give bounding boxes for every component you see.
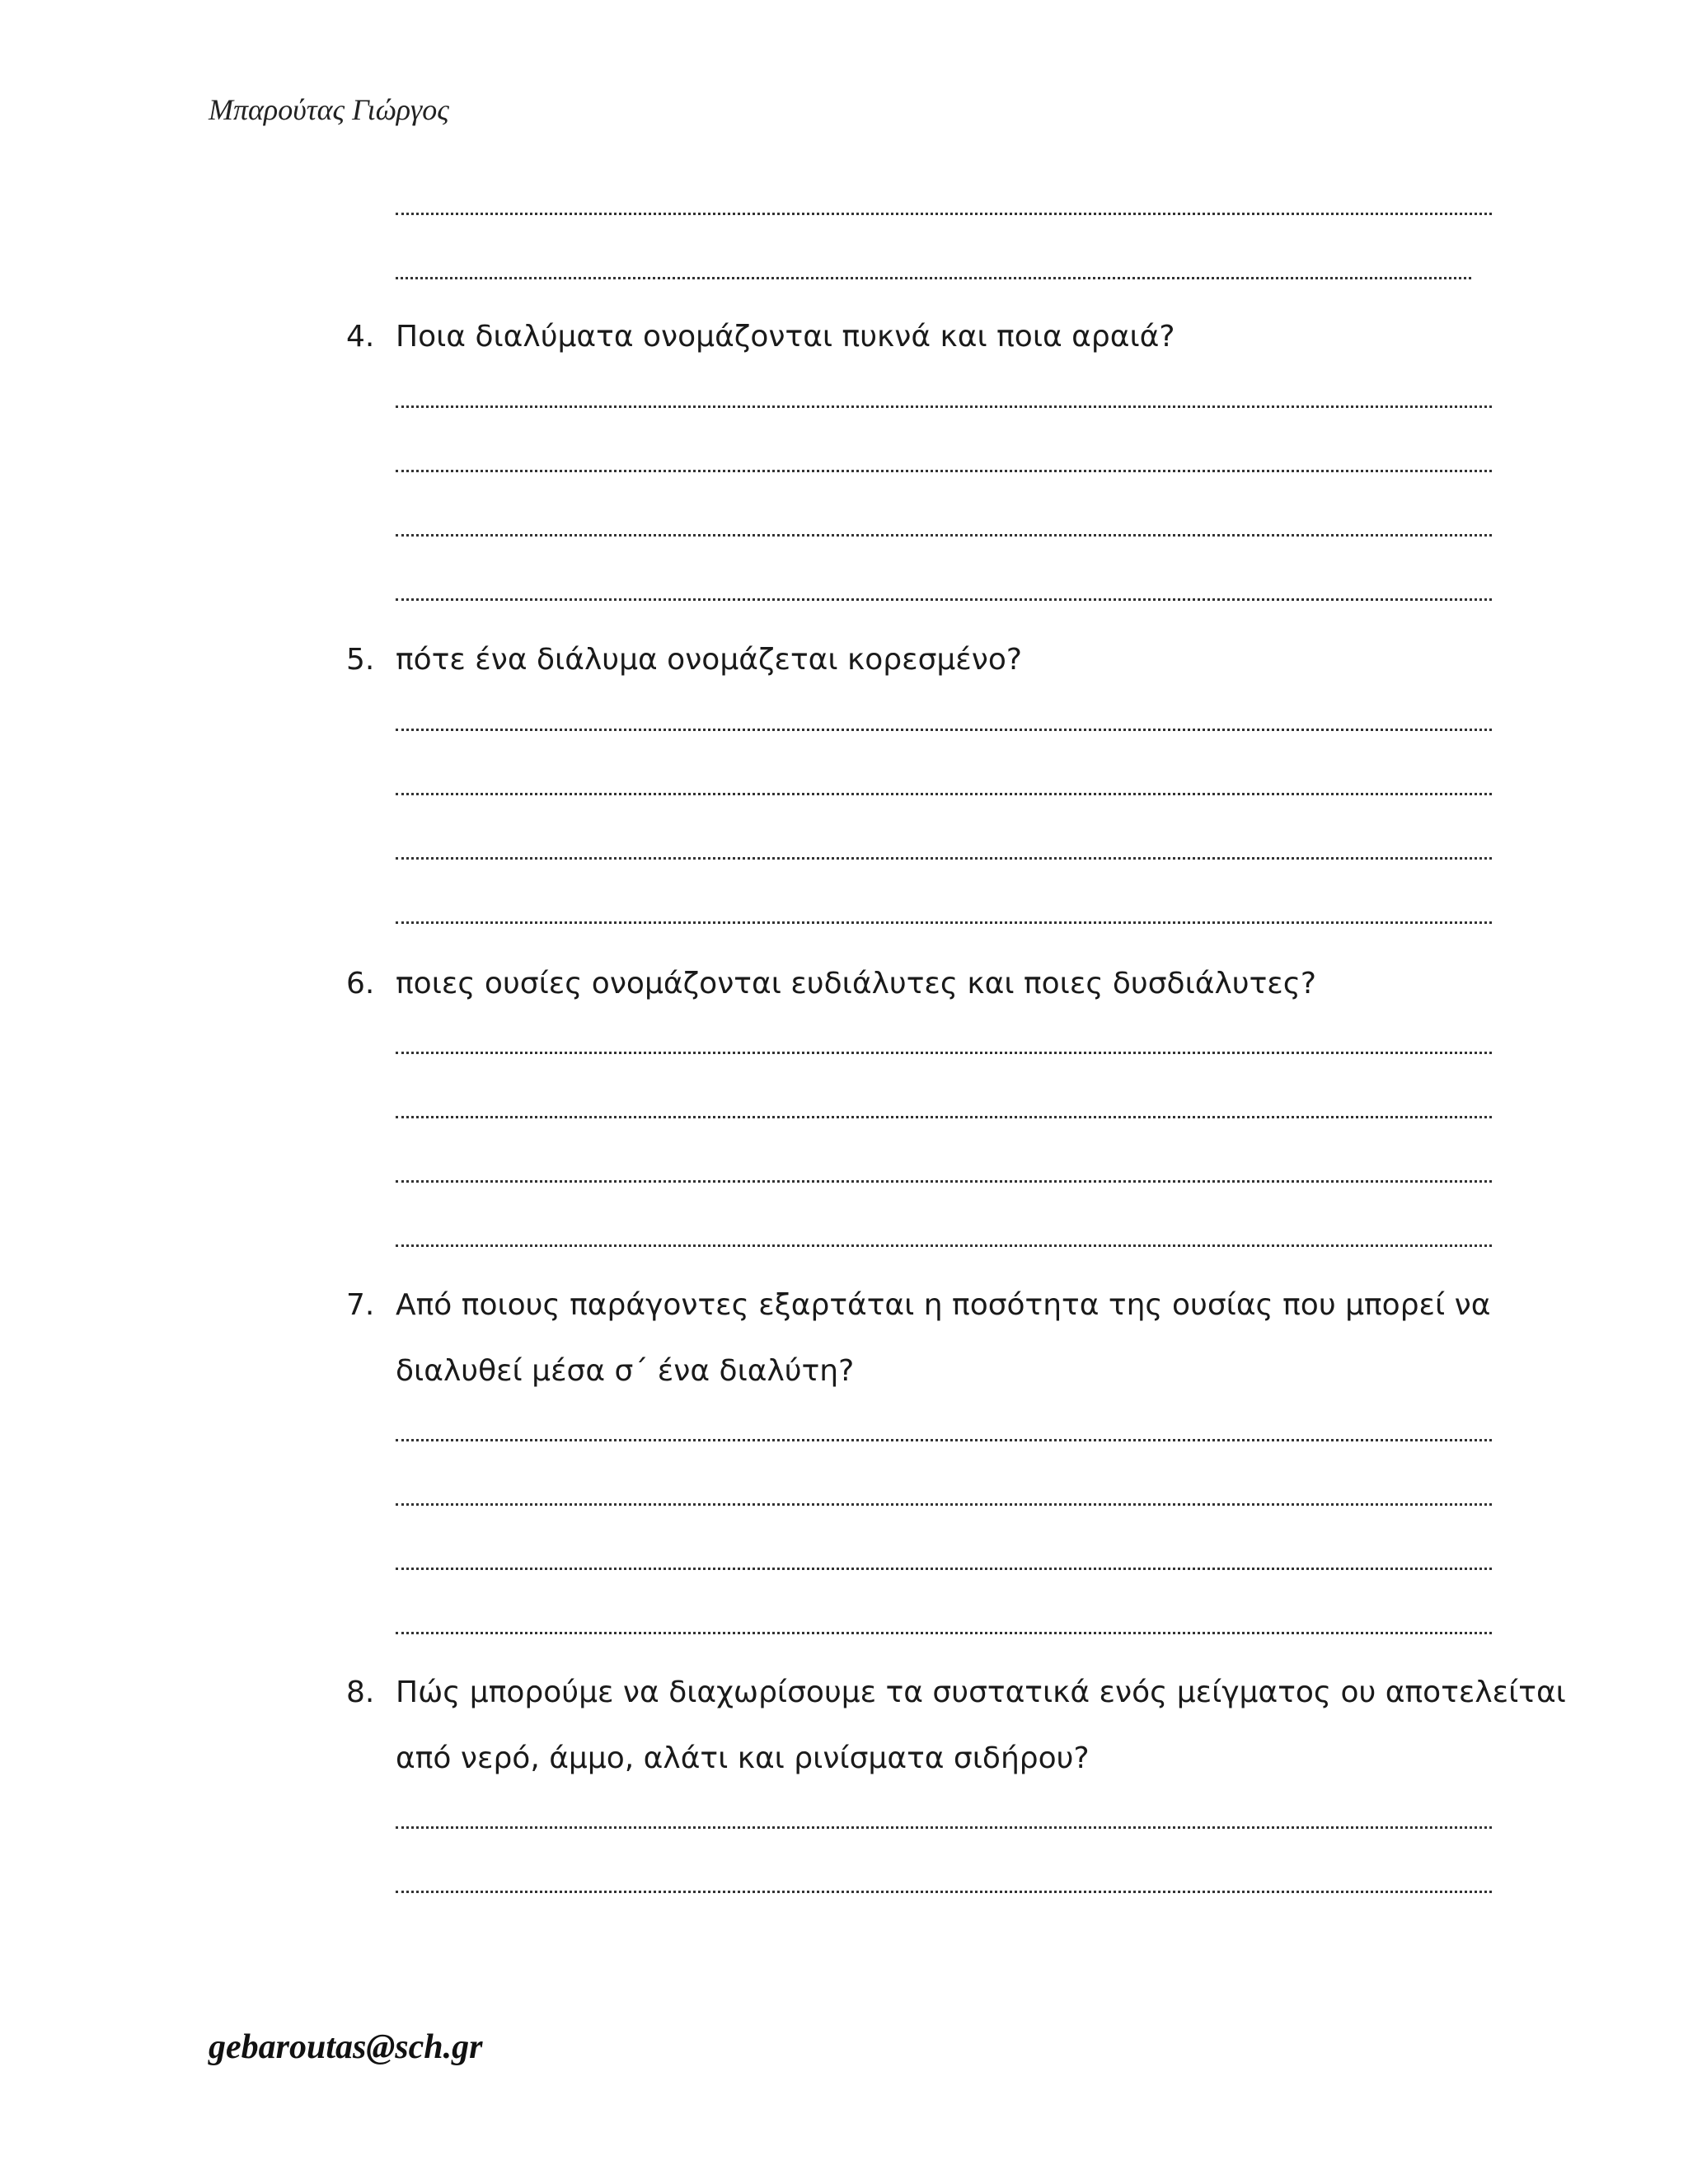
question-number: 7. — [346, 1288, 375, 1322]
answer-line — [396, 1826, 1492, 1829]
question-text-continued: από νερό, άμμο, αλάτι και ρινίσματα σιδήρου? — [396, 1741, 1090, 1775]
answer-line — [396, 1439, 1492, 1441]
answer-line — [396, 1891, 1492, 1893]
answer-line — [396, 793, 1492, 795]
answer-line — [396, 729, 1492, 731]
answer-line — [396, 470, 1492, 472]
footer-email: gebaroutas@sch.gr — [209, 2028, 483, 2066]
answer-line — [396, 1052, 1492, 1054]
question-number: 5. — [346, 643, 375, 677]
answer-line — [396, 405, 1492, 408]
answer-line — [396, 857, 1492, 860]
answer-line — [396, 1632, 1492, 1634]
answer-line — [396, 213, 1492, 215]
question-number: 4. — [346, 320, 375, 354]
question-text: Πώς μπορούμε να διαχωρίσουμε τα συστατικά ενός μείγματος ου αποτελείται — [396, 1675, 1566, 1709]
question-text: πότε ένα διάλυμα ονομάζεται κορεσμένο? — [396, 643, 1023, 677]
answer-line — [396, 534, 1492, 537]
answer-line — [396, 1503, 1492, 1506]
question-text: Από ποιους παράγοντες εξαρτάται η ποσότητα της ουσίας που μπορεί να — [396, 1288, 1491, 1322]
answer-line — [396, 277, 1471, 279]
answer-line — [396, 1568, 1492, 1570]
question-text: Ποια διαλύματα ονομάζονται πυκνά και ποια αραιά? — [396, 320, 1175, 354]
question-number: 6. — [346, 967, 375, 1001]
answer-line — [396, 921, 1492, 924]
answer-line — [396, 1116, 1492, 1118]
question-text: ποιες ουσίες ονομάζονται ευδιάλυτες και ποιες δυσδιάλυτες? — [396, 967, 1317, 1001]
author-header: Μπαρούτας Γιώργος — [209, 93, 449, 126]
answer-line — [396, 598, 1492, 601]
question-text-continued: διαλυθεί μέσα σ΄ ένα διαλύτη? — [396, 1354, 855, 1388]
question-number: 8. — [346, 1675, 375, 1709]
answer-line — [396, 1180, 1492, 1183]
answer-line — [396, 1244, 1492, 1247]
